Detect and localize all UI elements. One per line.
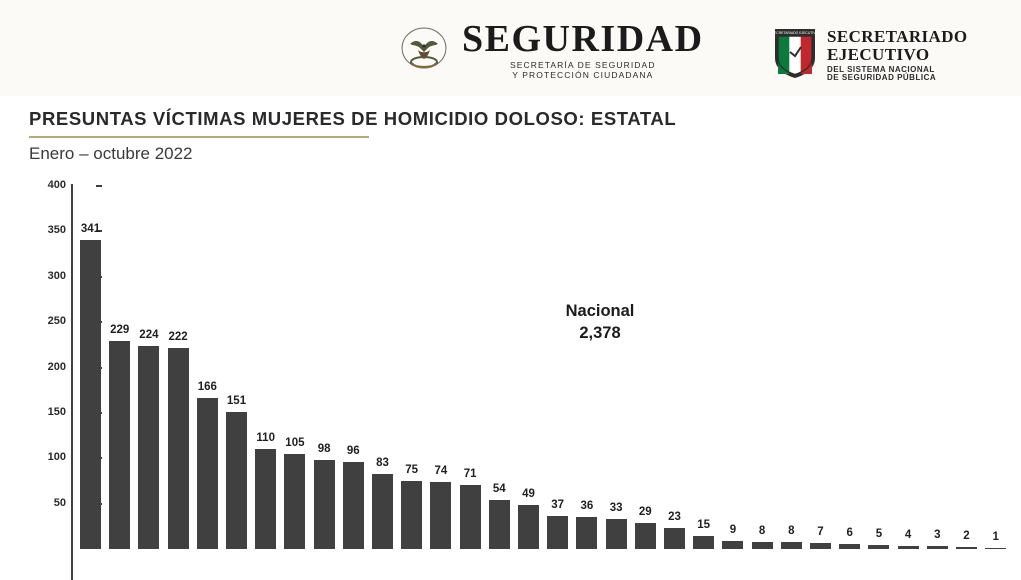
bar <box>781 542 802 549</box>
bar <box>138 346 159 549</box>
bar <box>898 546 919 550</box>
bar-value-label: 96 <box>346 445 360 458</box>
bar <box>868 545 889 550</box>
bar-value-label: 33 <box>609 502 623 515</box>
bar-value-label: 229 <box>110 324 130 337</box>
secretariado-title-line1: SECRETARIADO <box>827 27 968 46</box>
national-total-label: Nacional <box>565 302 635 320</box>
y-axis-tick-label: 200 <box>47 360 66 373</box>
secretariado-subtitle-line1: DEL SISTEMA NACIONAL <box>827 64 935 74</box>
bar-value-label: 8 <box>758 524 766 537</box>
bar-value-label: 9 <box>729 524 737 537</box>
seguridad-subtitle-line1: SECRETARÍA DE SEGURIDAD <box>509 60 656 70</box>
bar <box>197 398 218 549</box>
bar-value-label: 6 <box>846 526 853 539</box>
bar <box>635 523 656 549</box>
bar <box>314 460 335 549</box>
bar-value-label: 166 <box>197 381 217 394</box>
bar-value-label: 83 <box>376 456 389 469</box>
bar-value-label: 7 <box>817 525 824 538</box>
bar-value-label: 37 <box>551 498 565 511</box>
bar-value-label: 98 <box>317 443 331 456</box>
y-axis-tick-label: 300 <box>47 269 66 282</box>
bar-value-label: 49 <box>522 487 535 500</box>
secretariado-subtitle-line2: DE SEGURIDAD PÚBLICA <box>827 73 937 83</box>
national-total-annotation <box>505 302 695 343</box>
bar <box>343 462 364 549</box>
bar <box>255 449 276 549</box>
bar-value-label: 29 <box>638 505 652 518</box>
bar <box>752 542 773 549</box>
y-axis-tick-label: 100 <box>47 451 66 464</box>
bar-series <box>73 0 1021 580</box>
bar <box>372 474 393 549</box>
bar <box>927 546 948 549</box>
bar-value-label: 71 <box>463 467 477 480</box>
bar-value-label: 74 <box>434 465 448 477</box>
bar-value-label: 110 <box>256 432 275 445</box>
bar <box>226 412 247 549</box>
bar <box>547 516 568 550</box>
seguridad-title: SEGURIDAD <box>462 18 704 60</box>
bar-value-label: 5 <box>875 527 883 540</box>
bar-value-label: 105 <box>285 436 305 449</box>
bar <box>401 481 422 549</box>
bar <box>839 544 860 549</box>
bar <box>722 541 743 549</box>
bar <box>168 348 189 550</box>
bar-value-label: 54 <box>492 483 506 496</box>
bar-value-label: 151 <box>226 395 247 408</box>
y-axis-tick-label: 150 <box>47 406 66 418</box>
y-axis-ticks <box>30 0 66 580</box>
seguridad-subtitle-line2: Y PROTECCIÓN CIUDADANA <box>512 69 654 80</box>
page-title: PRESUNTAS VÍCTIMAS MUJERES DE HOMICIDIO DOLOSO: ESTATAL <box>29 108 677 129</box>
bar <box>489 500 510 549</box>
bar-value-label: 224 <box>139 328 159 341</box>
bar-value-label: 36 <box>580 499 594 512</box>
y-axis-tick-label: 50 <box>53 496 66 509</box>
bar <box>693 536 714 550</box>
y-axis-tick-label: 250 <box>47 315 66 328</box>
national-total-value: 2,378 <box>579 324 621 342</box>
bar-value-label: 4 <box>904 528 912 541</box>
bar-value-label: 2 <box>963 530 970 543</box>
bar-value-label: 341 <box>80 222 101 235</box>
bar <box>985 548 1006 549</box>
bar <box>109 341 130 549</box>
bar-value-label: 23 <box>668 511 681 524</box>
bar-value-label: 75 <box>405 464 419 477</box>
y-axis-tick-label: 350 <box>47 224 66 237</box>
bar <box>80 240 101 550</box>
bar <box>606 519 627 549</box>
secretariado-title-line2: EJECUTIVO <box>827 44 930 64</box>
bar <box>430 482 451 549</box>
bar <box>956 547 977 549</box>
bar <box>664 528 685 549</box>
bar <box>518 505 539 549</box>
bar-value-label: 15 <box>697 518 711 531</box>
page-subtitle: Enero – octubre 2022 <box>29 144 193 163</box>
bar-value-label: 3 <box>934 529 941 542</box>
bar-value-label: 1 <box>992 531 999 544</box>
bar <box>460 485 481 549</box>
svg-text:SECRETARIADO EJECUTIVO: SECRETARIADO EJECUTIVO <box>772 31 818 35</box>
bar-value-label: 222 <box>168 330 188 343</box>
bar-value-label: 8 <box>788 524 795 537</box>
bar <box>810 543 831 549</box>
bar <box>576 517 597 550</box>
bar <box>284 454 305 549</box>
y-axis-tick-label: 400 <box>47 179 66 191</box>
